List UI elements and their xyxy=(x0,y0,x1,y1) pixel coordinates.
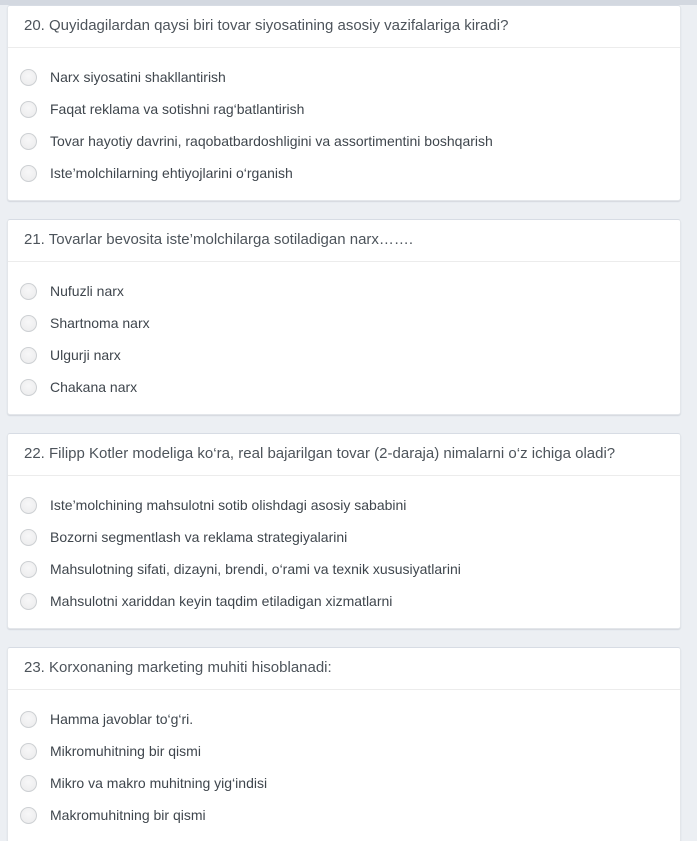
question-header xyxy=(8,6,680,48)
option-label: Iste’molchining mahsulotni sotib olishdagi asosiy sababini xyxy=(50,497,407,513)
radio-button-icon[interactable] xyxy=(20,807,37,824)
answer-options xyxy=(8,262,680,414)
answer-option[interactable] xyxy=(20,553,664,585)
option-label: Chakana narx xyxy=(50,379,138,395)
question-card-23 xyxy=(7,647,681,841)
radio-button-icon[interactable] xyxy=(20,379,37,396)
question-header xyxy=(8,220,680,262)
option-label: Mikro va makro muhitning yig‘indisi xyxy=(50,775,268,791)
answer-option[interactable] xyxy=(20,61,664,93)
radio-button-icon[interactable] xyxy=(20,561,37,578)
radio-button-icon[interactable] xyxy=(20,743,37,760)
answer-option[interactable] xyxy=(20,799,664,831)
question-header xyxy=(8,434,680,476)
option-label: Tovar hayotiy davrini, raqobatbardoshligini va assortimentini boshqarish xyxy=(50,133,493,149)
option-label: Shartnoma narx xyxy=(50,315,150,331)
radio-button-icon[interactable] xyxy=(20,593,37,610)
answer-option[interactable] xyxy=(20,521,664,553)
answer-option[interactable] xyxy=(20,703,664,735)
option-label: Makromuhitning bir qismi xyxy=(50,807,206,823)
answer-option[interactable] xyxy=(20,339,664,371)
question-card-22 xyxy=(7,433,681,629)
radio-button-icon[interactable] xyxy=(20,133,37,150)
question-title: 22. Filipp Kotler modeliga ko‘ra, real bajarilgan tovar (2-daraja) nimalarni o‘z ichiga oladi? xyxy=(24,445,616,462)
option-label: Bozorni segmentlash va reklama strategiyalarini xyxy=(50,529,348,545)
answer-option[interactable] xyxy=(20,157,664,189)
radio-button-icon[interactable] xyxy=(20,315,37,332)
option-label: Nufuzli narx xyxy=(50,283,124,299)
option-label: Narx siyosatini shakllantirish xyxy=(50,69,226,85)
answer-options xyxy=(8,476,680,628)
quiz-page xyxy=(0,5,697,841)
option-label: Faqat reklama va sotishni rag‘batlantirish xyxy=(50,101,305,117)
question-header xyxy=(8,648,680,690)
answer-option[interactable] xyxy=(20,767,664,799)
answer-option[interactable] xyxy=(20,275,664,307)
answer-options xyxy=(8,48,680,200)
answer-option[interactable] xyxy=(20,93,664,125)
radio-button-icon[interactable] xyxy=(20,101,37,118)
question-title: 21. Tovarlar bevosita iste’molchilarga sotiladigan narx……. xyxy=(24,231,414,248)
question-title: 20. Quyidagilardan qaysi biri tovar siyosatining asosiy vazifalariga kiradi? xyxy=(24,17,509,34)
radio-button-icon[interactable] xyxy=(20,497,37,514)
question-card-20 xyxy=(7,5,681,201)
option-label: Mahsulotni xariddan keyin taqdim etiladigan xizmatlarni xyxy=(50,593,393,609)
answer-option[interactable] xyxy=(20,489,664,521)
option-label: Iste’molchilarning ehtiyojlarini o‘rganish xyxy=(50,165,293,181)
radio-button-icon[interactable] xyxy=(20,165,37,182)
radio-button-icon[interactable] xyxy=(20,711,37,728)
radio-button-icon[interactable] xyxy=(20,69,37,86)
answer-option[interactable] xyxy=(20,735,664,767)
radio-button-icon[interactable] xyxy=(20,529,37,546)
option-label: Mikromuhitning bir qismi xyxy=(50,743,201,759)
option-label: Hamma javoblar to‘g‘ri. xyxy=(50,711,194,727)
answer-option[interactable] xyxy=(20,585,664,617)
option-label: Ulgurji narx xyxy=(50,347,121,363)
radio-button-icon[interactable] xyxy=(20,347,37,364)
answer-option[interactable] xyxy=(20,371,664,403)
answer-options xyxy=(8,690,680,841)
radio-button-icon[interactable] xyxy=(20,283,37,300)
option-label: Mahsulotning sifati, dizayni, brendi, o‘rami va texnik xususiyatlarini xyxy=(50,561,461,577)
answer-option[interactable] xyxy=(20,125,664,157)
question-title: 23. Korxonaning marketing muhiti hisoblanadi: xyxy=(24,659,332,676)
question-card-21 xyxy=(7,219,681,415)
answer-option[interactable] xyxy=(20,307,664,339)
radio-button-icon[interactable] xyxy=(20,775,37,792)
